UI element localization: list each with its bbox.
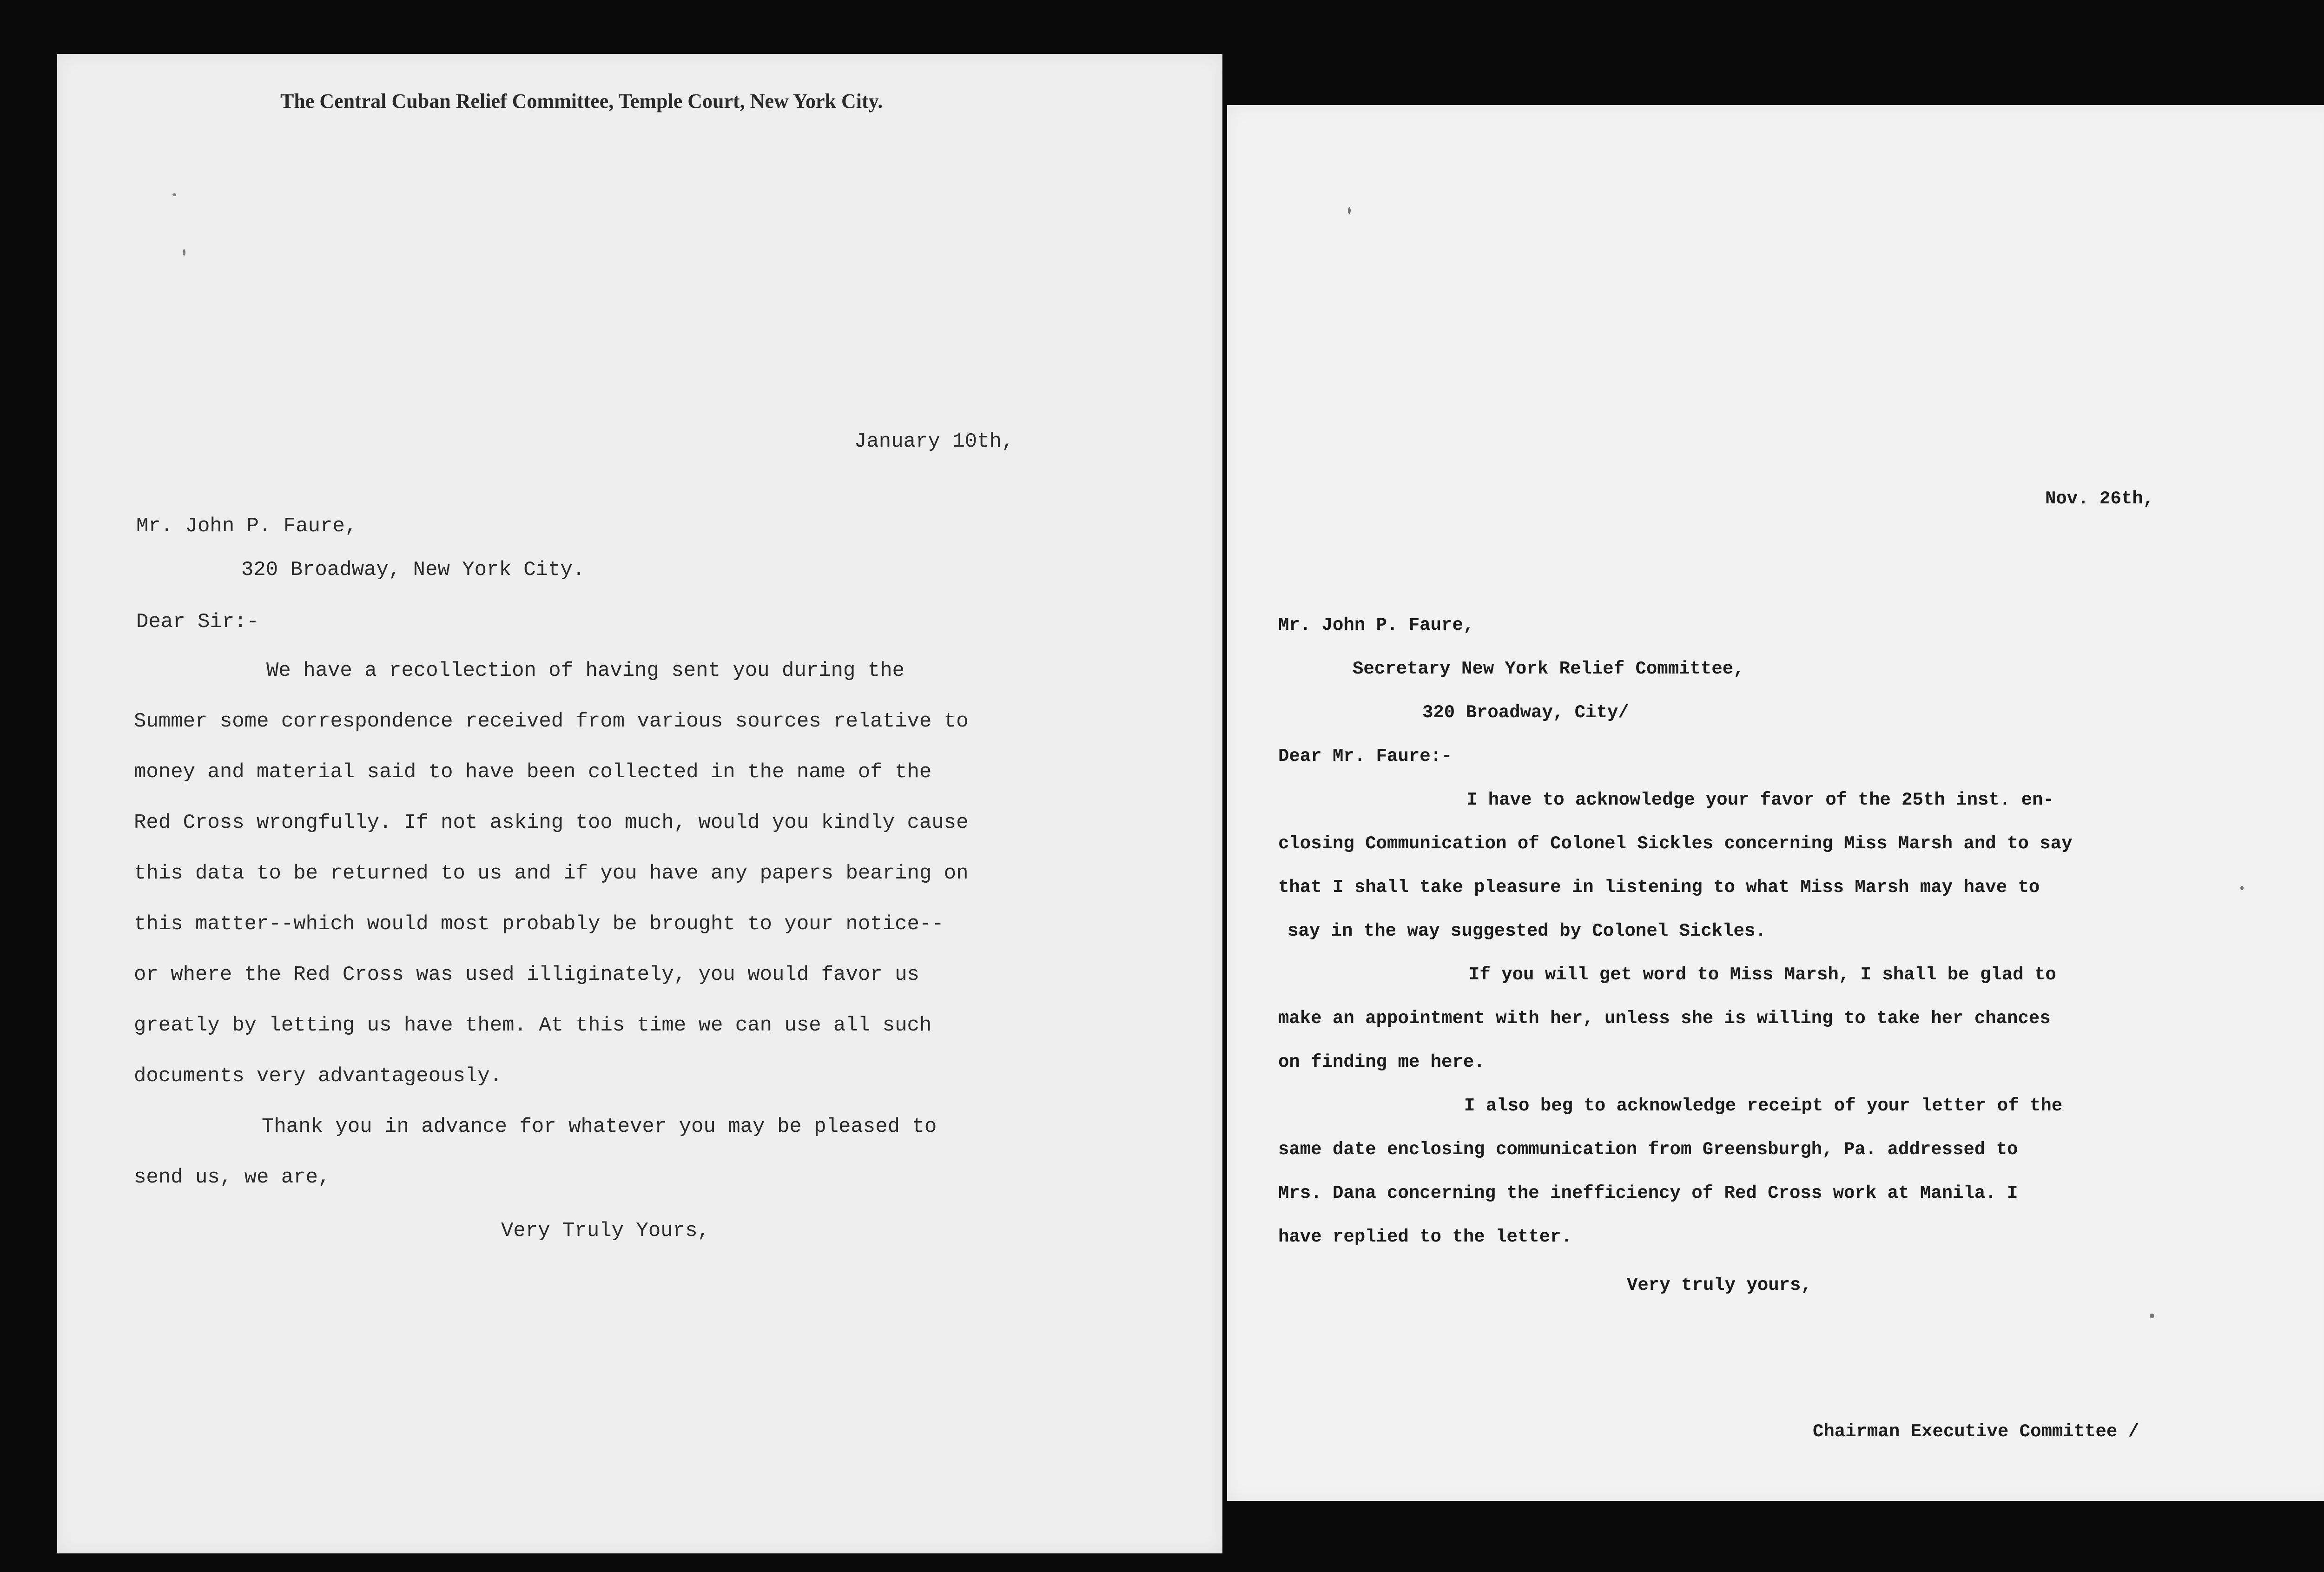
body-line: money and material said to have been collected in the name of the <box>134 760 932 784</box>
body-line: greatly by letting us have them. At this time we can use all such <box>134 1014 932 1037</box>
body-line: or where the Red Cross was used illiginately, you would favor us <box>134 963 919 986</box>
salutation: Dear Sir:- <box>136 610 259 634</box>
letter-left <box>57 54 1222 1553</box>
body-line: have replied to the letter. <box>1278 1227 1572 1247</box>
body-line: Thank you in advance for whatever you may be pleased to <box>262 1115 937 1138</box>
paper-speck <box>172 193 176 196</box>
addressee-name: Mr. John P. Faure, <box>136 515 357 538</box>
body-line: Red Cross wrongfully. If not asking too much, would you kindly cause <box>134 811 969 834</box>
letterhead: The Central Cuban Relief Committee, Temple Court, New York City. <box>280 90 883 112</box>
paper-speck <box>2240 886 2244 890</box>
salutation: Dear Mr. Faure:- <box>1278 746 1452 766</box>
letter-right <box>1227 105 2324 1501</box>
body-line: I have to acknowledge your favor of the 25th inst. en- <box>1466 790 2054 810</box>
body-line: If you will get word to Miss Marsh, I shall be glad to <box>1469 964 2056 985</box>
addressee-address: 320 Broadway, New York City. <box>241 558 585 581</box>
body-line: documents very advantageously. <box>134 1064 502 1088</box>
closing: Very truly yours, <box>1627 1275 1812 1295</box>
body-line: same date enclosing communication from Greensburgh, Pa. addressed to <box>1278 1139 2018 1160</box>
signature-title: Chairman Executive Committee / <box>1813 1421 2139 1442</box>
closing: Very Truly Yours, <box>501 1219 710 1242</box>
body-line: We have a recollection of having sent you during the <box>266 659 905 682</box>
body-line: Mrs. Dana concerning the inefficiency of Red Cross work at Manila. I <box>1278 1183 2018 1203</box>
body-line: make an appointment with her, unless she is willing to take her chances <box>1278 1008 2051 1029</box>
body-line: that I shall take pleasure in listening to what Miss Marsh may have to <box>1278 877 2040 898</box>
date: Nov. 26th, <box>2045 489 2154 509</box>
body-line: this matter--which would most probably be brought to your notice-- <box>134 912 944 936</box>
addressee-title: Secretary New York Relief Committee, <box>1353 659 1744 679</box>
addressee-name: Mr. John P. Faure, <box>1278 615 1474 635</box>
date: January 10th, <box>854 430 1014 453</box>
body-line: closing Communication of Colonel Sickles concerning Miss Marsh and to say <box>1278 833 2073 854</box>
paper-speck <box>2150 1314 2154 1318</box>
body-line: I also beg to acknowledge receipt of your letter of the <box>1464 1096 2063 1116</box>
body-line: Summer some correspondence received from various sources relative to <box>134 710 969 733</box>
body-line: send us, we are, <box>134 1166 330 1189</box>
body-line: this data to be returned to us and if you have any papers bearing on <box>134 862 969 885</box>
paper-speck <box>1348 207 1351 214</box>
paper-speck <box>183 249 185 256</box>
body-line: say in the way suggested by Colonel Sickles. <box>1287 921 1766 941</box>
addressee-address: 320 Broadway, City/ <box>1422 702 1629 723</box>
body-line: on finding me here. <box>1278 1052 1485 1072</box>
